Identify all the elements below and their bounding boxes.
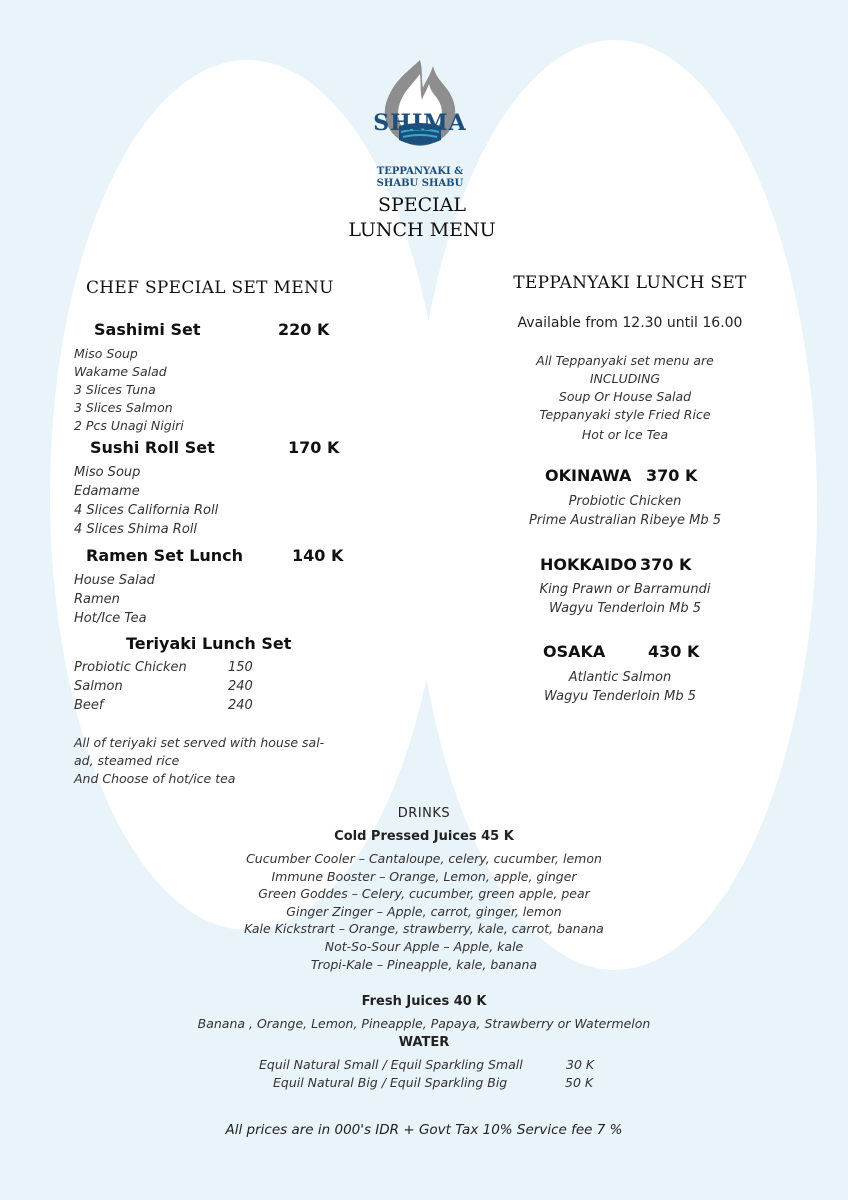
ramen-items	[74, 571, 155, 628]
fresh-juices-heading: Fresh Juices 40 K	[361, 994, 487, 1009]
sushi-roll-set-name: Sushi Roll Set	[90, 438, 215, 457]
list-item: Probiotic Chicken	[568, 494, 682, 509]
hokkaido-items	[480, 580, 770, 618]
teriyaki-set-name: Teriyaki Lunch Set	[126, 634, 292, 653]
list-item: Tropi-Kale – Pineapple, kale, banana	[310, 956, 538, 972]
list-item: Hot/Ice Tea	[74, 611, 147, 626]
osaka-set-price: 430 K	[648, 642, 700, 661]
teriyaki-item-name: Salmon	[74, 679, 123, 694]
list-item: Edamame	[74, 484, 140, 499]
teppanyaki-includes	[480, 352, 770, 444]
list-item: House Salad	[74, 573, 155, 588]
water-item-name: Equil Natural Big / Equil Sparkling Big	[273, 1075, 508, 1090]
list-item: 4 Slices Shima Roll	[74, 522, 198, 537]
teriyaki-item-name: Beef	[74, 698, 104, 713]
teppanyaki-heading: TEPPANYAKI LUNCH SET	[513, 273, 747, 293]
list-item: Wakame Salad	[74, 364, 167, 379]
list-item: Kale Kickstrart – Orange, strawberry, kale, carrot, banana	[244, 921, 604, 937]
list-item: Miso Soup	[74, 465, 141, 480]
includes-line: Hot or Ice Tea	[581, 427, 669, 442]
teriyaki-rows	[74, 658, 253, 715]
water-item-price: 30 K	[566, 1057, 595, 1072]
price-footnote: All prices are in 000's IDR + Govt Tax 10% Service fee 7 %	[225, 1122, 623, 1138]
list-item: 2 Pcs Unagi Nigiri	[74, 418, 184, 433]
table-row	[74, 696, 253, 715]
note-line: And Choose of hot/ice tea	[74, 771, 236, 786]
list-item: Immune Booster – Orange, Lemon, apple, ginger	[271, 868, 577, 884]
list-item: 3 Slices Tuna	[74, 382, 156, 397]
water-rows	[259, 1056, 594, 1092]
brand-tagline-1: TEPPANYAKI &	[376, 166, 464, 177]
list-item: Wagyu Tenderloin Mb 5	[543, 689, 696, 704]
okinawa-items	[480, 492, 770, 530]
cold-pressed-heading: Cold Pressed Juices 45 K	[334, 829, 514, 844]
table-row	[74, 658, 253, 677]
includes-line: INCLUDING	[589, 371, 661, 386]
hokkaido-set-name: HOKKAIDO	[540, 555, 638, 574]
teriyaki-item-price: 240	[228, 679, 253, 694]
sushi-roll-items	[74, 463, 218, 539]
table-row	[259, 1074, 594, 1092]
sashimi-set-price: 220 K	[278, 320, 330, 339]
teriyaki-note	[74, 734, 324, 788]
list-item: 3 Slices Salmon	[74, 400, 173, 415]
list-item: Prime Australian Ribeye Mb 5	[528, 513, 722, 528]
page-title-line-1: SPECIAL	[377, 194, 467, 216]
sashimi-items	[74, 345, 184, 435]
teriyaki-item-price: 150	[228, 660, 253, 675]
brand-tagline-2: SHABU SHABU	[376, 178, 464, 189]
drinks-heading: DRINKS	[397, 806, 451, 821]
list-item: 4 Slices California Roll	[74, 503, 219, 518]
sashimi-set-name: Sashimi Set	[94, 320, 201, 339]
list-item: Ginger Zinger – Apple, carrot, ginger, lemon	[286, 903, 562, 919]
teriyaki-item-name: Probiotic Chicken	[74, 660, 187, 675]
list-item: Cucumber Cooler – Cantaloupe, celery, cucumber, lemon	[246, 851, 602, 866]
list-item: Ramen	[74, 592, 120, 607]
chef-special-heading: CHEF SPECIAL SET MENU	[86, 278, 334, 298]
hokkaido-set-price: 370 K	[640, 555, 692, 574]
water-heading: WATER	[398, 1035, 450, 1050]
shima-logo	[365, 52, 475, 192]
teriyaki-item-price: 240	[228, 698, 253, 713]
water-item-name: Equil Natural Small / Equil Sparkling Small	[259, 1057, 523, 1072]
ramen-set-name: Ramen Set Lunch	[86, 546, 244, 565]
ramen-set-price: 140 K	[292, 546, 344, 565]
cold-pressed-items	[124, 850, 724, 973]
osaka-items	[475, 668, 765, 706]
fresh-juices-items	[74, 1015, 774, 1033]
note-line: All of teriyaki set served with house sal-	[74, 735, 325, 750]
list-item: Banana , Orange, Lemon, Pineapple, Papaya, Strawberry or Watermelon	[197, 1016, 651, 1031]
page-title-line-2: LUNCH MENU	[348, 219, 496, 241]
list-item: Wagyu Tenderloin Mb 5	[548, 601, 701, 616]
table-row	[74, 677, 253, 696]
water-item-price: 50 K	[565, 1075, 594, 1090]
table-row	[259, 1056, 594, 1074]
flame-icon	[365, 52, 475, 152]
includes-line: Teppanyaki style Fried Rice	[539, 407, 711, 422]
list-item: Not-So-Sour Apple – Apple, kale	[324, 938, 524, 954]
osaka-set-name: OSAKA	[543, 642, 606, 661]
includes-line: All Teppanyaki set menu are	[536, 353, 714, 368]
okinawa-set-price: 370 K	[646, 466, 698, 485]
list-item: King Prawn or Barramundi	[539, 582, 711, 597]
brand-name: SHIMA	[373, 110, 467, 136]
sushi-roll-set-price: 170 K	[288, 438, 340, 457]
includes-line: Soup Or House Salad	[558, 389, 692, 404]
teppanyaki-availability: Available from 12.30 until 16.00	[517, 315, 743, 331]
list-item: Green Goddes – Celery, cucumber, green apple, pear	[258, 886, 590, 902]
okinawa-set-name: OKINAWA	[545, 466, 632, 485]
list-item: Atlantic Salmon	[568, 670, 672, 685]
note-line: ad, steamed rice	[74, 753, 180, 768]
list-item: Miso Soup	[74, 346, 138, 361]
